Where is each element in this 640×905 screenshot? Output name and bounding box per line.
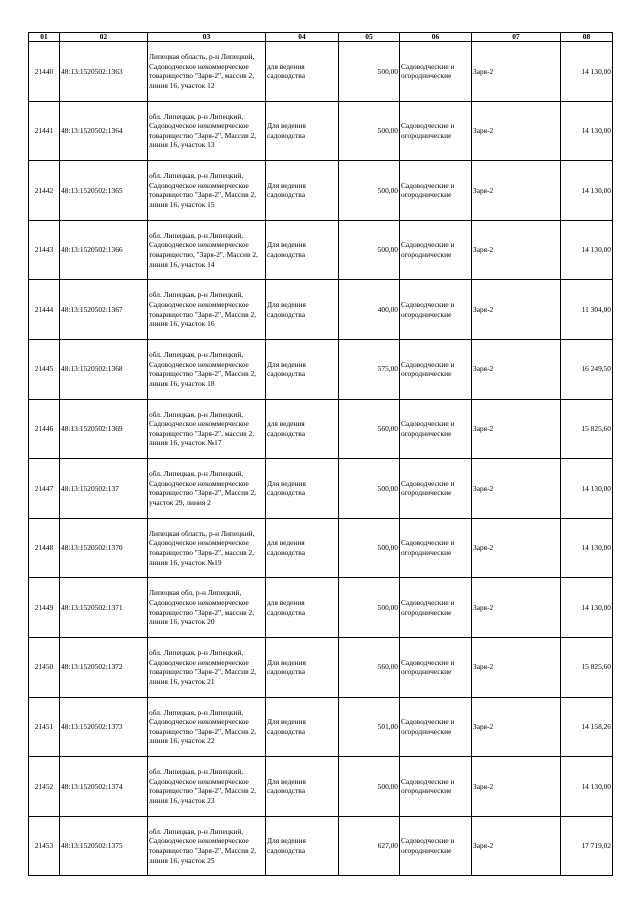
row-number-cell: 21452 — [29, 757, 60, 817]
cadastral-value-cell: 14 130,00 — [561, 578, 613, 638]
address-cell — [148, 101, 266, 161]
table-row — [29, 161, 613, 221]
permitted-use-cell: Для ведения садоводства — [266, 280, 339, 340]
cadastral-number-cell: 48:13:1520502:1372 — [60, 637, 148, 697]
land-category-cell: Садоводческие и огороднические — [400, 518, 472, 578]
column-header: 05 — [339, 33, 400, 42]
column-header: 08 — [561, 33, 613, 42]
table-row — [29, 637, 613, 697]
locality-cell: Заря-2 — [472, 161, 561, 221]
address-cell — [148, 637, 266, 697]
cadastral-value-cell: 14 130,00 — [561, 101, 613, 161]
document-page — [28, 32, 612, 876]
locality-cell: Заря-2 — [472, 399, 561, 459]
address-cell — [148, 459, 266, 519]
address-cell — [148, 578, 266, 638]
area-cell: 500,00 — [339, 578, 400, 638]
locality-cell: Заря-2 — [472, 101, 561, 161]
table-row — [29, 339, 613, 399]
address-text: обл. Липецкая, р-н Липецкий, Садоводческое некоммерческое товарищество "Заря-2", Массив 2, участок 29, линия 2 — [149, 469, 257, 508]
area-cell: 500,00 — [339, 757, 400, 817]
row-number-cell: 21444 — [29, 280, 60, 340]
cadastral-number-cell: 48:13:1520502:1363 — [60, 42, 148, 102]
address-cell — [148, 42, 266, 102]
address-text: обл. Липецкая, р-н Липецкий, Садоводческое некоммерческое товарищество "Заря-2", Массив 2, линия 16, участок 25 — [149, 826, 257, 865]
permitted-use-cell: Для ведения садоводства — [266, 220, 339, 280]
cadastral-number-cell: 48:13:1520502:1369 — [60, 399, 148, 459]
area-cell: 500,00 — [339, 459, 400, 519]
table-row — [29, 518, 613, 578]
address-cell — [148, 399, 266, 459]
address-text: обл. Липецкая, р-н Липецкий, Садоводческое некоммерческое товарищество "Заря-2", Массив 2, линия 16, участок 23 — [149, 767, 257, 806]
cadastral-number-cell: 48:13:1520502:1371 — [60, 578, 148, 638]
area-cell: 501,00 — [339, 697, 400, 757]
address-text: обл. Липецкая, р-н Липецкий, Садоводческое некоммерческое товарищество "Заря-2", Массив 2, линия 16, участок 22 — [149, 707, 257, 746]
land-category-cell: Садоводческие и огороднические — [400, 339, 472, 399]
area-cell: 500,00 — [339, 42, 400, 102]
locality-cell: Заря-2 — [472, 42, 561, 102]
row-number-cell: 21445 — [29, 339, 60, 399]
permitted-use-cell: для ведения садоводства — [266, 42, 339, 102]
permitted-use-cell: Для ведения садоводства — [266, 339, 339, 399]
cadastral-value-cell: 14 130,00 — [561, 42, 613, 102]
address-cell — [148, 697, 266, 757]
table-row — [29, 459, 613, 519]
address-text: обл. Липецкая, р-н Липецкий, Садоводческое некоммерческое товарищество "Заря-2", Массив 2, линия 16, участок 21 — [149, 648, 257, 686]
land-category-cell: Садоводческие и огороднические — [400, 757, 472, 817]
land-category-cell: Садоводческие и огороднические — [400, 101, 472, 161]
row-number-cell: 21448 — [29, 518, 60, 578]
locality-cell: Заря-2 — [472, 339, 561, 399]
cadastral-value-cell: 14 130,00 — [561, 757, 613, 817]
land-category-cell: Садоводческие и огороднические — [400, 161, 472, 221]
cadastral-number-cell: 48:13:1520502:1375 — [60, 816, 148, 876]
cadastral-number-cell: 48:13:1520502:1373 — [60, 697, 148, 757]
cadastral-value-cell: 15 825,60 — [561, 637, 613, 697]
cadastral-value-cell: 14 130,00 — [561, 518, 613, 578]
address-cell — [148, 161, 266, 221]
table-row — [29, 101, 613, 161]
column-header: 01 — [29, 33, 60, 42]
address-text: обл. Липецкая, р-н Липецкий, Садоводческое некоммерческое товарищество "Заря-2", Массив 2, линия 16, участок 16 — [149, 290, 257, 329]
table-row — [29, 578, 613, 638]
row-number-cell: 21442 — [29, 161, 60, 221]
address-text: обл. Липецкая, р-н Липецкий, Садоводческое некоммерческое товарищество "Заря-2", Массив 2, линия 16, участок 15 — [149, 171, 257, 210]
cadastral-number-cell: 48:13:1520502:1367 — [60, 280, 148, 340]
address-text: Липецкая обл, р-н Липецкий, Садоводческое некоммерческое товарищество "Заря-2", массив 2, линия 16, участок 20 — [149, 588, 255, 627]
table-row — [29, 697, 613, 757]
area-cell: 500,00 — [339, 518, 400, 578]
row-number-cell: 21441 — [29, 101, 60, 161]
column-header: 04 — [266, 33, 339, 42]
table-header-row — [29, 33, 613, 42]
cadastral-value-cell: 17 719,02 — [561, 816, 613, 876]
land-category-cell: Садоводческие и огороднические — [400, 459, 472, 519]
table-row — [29, 757, 613, 817]
address-text: обл. Липецкая, р-н Липецкий, Садоводческое некоммерческое товарищество "Заря-2", массив 2, линия 16, участок №17 — [149, 409, 255, 448]
permitted-use-cell: Для ведения садоводства — [266, 757, 339, 817]
area-cell: 500,00 — [339, 220, 400, 280]
land-category-cell: Садоводческие и огороднические — [400, 697, 472, 757]
table-row — [29, 399, 613, 459]
land-category-cell: Садоводческие и огороднические — [400, 578, 472, 638]
locality-cell: Заря-2 — [472, 459, 561, 519]
address-text: обл. Липецкая, р-н Липецкий, Садоводческое некоммерческое товарищество "Заря-2", Массив 2, линия 16, участок 18 — [149, 350, 257, 388]
area-cell: 575,00 — [339, 339, 400, 399]
area-cell: 560,00 — [339, 637, 400, 697]
permitted-use-cell: Для ведения садоводства — [266, 161, 339, 221]
column-header: 03 — [148, 33, 266, 42]
cadastral-number-cell: 48:13:1520502:1370 — [60, 518, 148, 578]
address-cell — [148, 518, 266, 578]
cadastral-value-cell: 14 130,00 — [561, 459, 613, 519]
row-number-cell: 21451 — [29, 697, 60, 757]
address-cell — [148, 220, 266, 280]
cadastral-value-cell: 14 130,00 — [561, 220, 613, 280]
address-cell — [148, 280, 266, 340]
permitted-use-cell: Для ведения садоводства — [266, 697, 339, 757]
locality-cell: Заря-2 — [472, 280, 561, 340]
locality-cell: Заря-2 — [472, 697, 561, 757]
locality-cell: Заря-2 — [472, 518, 561, 578]
table-row — [29, 42, 613, 102]
row-number-cell: 21453 — [29, 816, 60, 876]
row-number-cell: 21446 — [29, 399, 60, 459]
table-body — [29, 42, 613, 876]
locality-cell: Заря-2 — [472, 757, 561, 817]
cadastral-number-cell: 48:13:1520502:1368 — [60, 339, 148, 399]
permitted-use-cell: для ведения садоводства — [266, 399, 339, 459]
area-cell: 627,00 — [339, 816, 400, 876]
area-cell: 560,00 — [339, 399, 400, 459]
address-text: Липецкая область, р-н Липецкий, Садоводческое некоммерческое товарищество "Заря-2", массив 2, линия 16, участок 12 — [149, 52, 255, 90]
permitted-use-cell: Для ведения садоводства — [266, 637, 339, 697]
land-category-cell: Садоводческие и огороднические — [400, 280, 472, 340]
address-cell — [148, 816, 266, 876]
cadastral-number-cell: 48:13:1520502:1364 — [60, 101, 148, 161]
column-header: 02 — [60, 33, 148, 42]
address-text: Липецкая область, р-н Липецкий, Садоводческое некоммерческое товарищество "Заря-2", массив 2, линия 16, участок №19 — [149, 528, 255, 567]
land-category-cell: Садоводческие и огороднические — [400, 816, 472, 876]
column-header: 07 — [472, 33, 561, 42]
permitted-use-cell: Для ведения садоводства — [266, 816, 339, 876]
permitted-use-cell: для ведения садоводства — [266, 518, 339, 578]
land-category-cell: Садоводческие и огороднические — [400, 220, 472, 280]
cadastral-value-cell: 11 304,00 — [561, 280, 613, 340]
cadastral-value-cell: 16 249,50 — [561, 339, 613, 399]
permitted-use-cell: Для ведения садоводства — [266, 101, 339, 161]
address-cell — [148, 339, 266, 399]
area-cell: 500,00 — [339, 101, 400, 161]
cadastral-number-cell: 48:13:1520502:1365 — [60, 161, 148, 221]
cadastral-number-cell: 48:13:1520502:1374 — [60, 757, 148, 817]
row-number-cell: 21440 — [29, 42, 60, 102]
cadastral-value-cell: 15 825,60 — [561, 399, 613, 459]
cadastral-value-cell: 14 158,26 — [561, 697, 613, 757]
area-cell: 400,00 — [339, 280, 400, 340]
row-number-cell: 21443 — [29, 220, 60, 280]
land-plot-table — [28, 32, 613, 876]
cadastral-value-cell: 14 130,00 — [561, 161, 613, 221]
cadastral-number-cell: 48:13:1520502:1366 — [60, 220, 148, 280]
land-category-cell: Садоводческие и огороднические — [400, 42, 472, 102]
address-cell — [148, 757, 266, 817]
table-row — [29, 220, 613, 280]
locality-cell: Заря-2 — [472, 637, 561, 697]
row-number-cell: 21447 — [29, 459, 60, 519]
row-number-cell: 21450 — [29, 637, 60, 697]
permitted-use-cell: для ведения садоводства — [266, 578, 339, 638]
address-text: обл. Липецкая, р-н Липецкий, Садоводческое некоммерческое товарищество "Заря-2", Массив 2, линия 16, участок 13 — [149, 111, 257, 150]
cadastral-number-cell: 48:13:1520502:137 — [60, 459, 148, 519]
permitted-use-cell: Для ведения садоводства — [266, 459, 339, 519]
locality-cell: Заря-2 — [472, 816, 561, 876]
land-category-cell: Садоводческие и огороднические — [400, 637, 472, 697]
column-header: 06 — [400, 33, 472, 42]
table-row — [29, 816, 613, 876]
area-cell: 500,00 — [339, 161, 400, 221]
row-number-cell: 21449 — [29, 578, 60, 638]
address-text: обл. Липецкая, р-н Липецкий, Садоводческое некоммерческое товарищество, "Заря-2", Массив 2, линия 16, участок 14 — [149, 230, 258, 269]
locality-cell: Заря-2 — [472, 220, 561, 280]
land-category-cell: Садоводческие и огороднические — [400, 399, 472, 459]
locality-cell: Заря-2 — [472, 578, 561, 638]
table-row — [29, 280, 613, 340]
